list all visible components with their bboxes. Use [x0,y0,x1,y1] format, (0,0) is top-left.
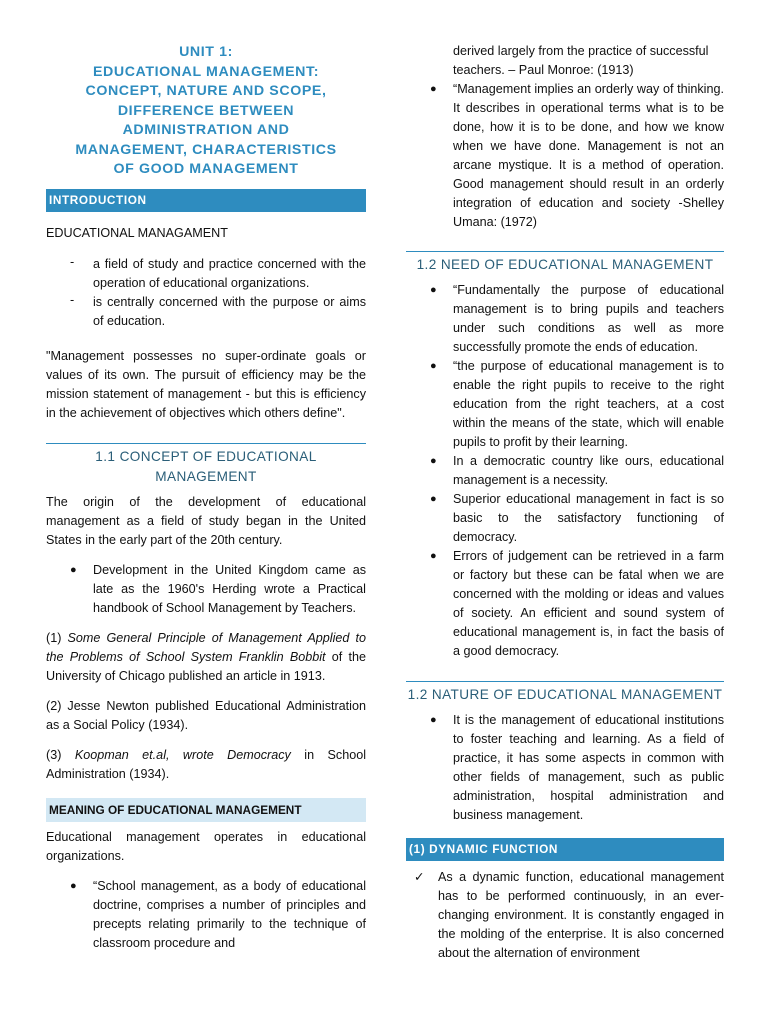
origin-paragraph: The origin of the development of educational management as a field of study began in the United States in the early part of the 20th century. [46,494,366,547]
title-line: OF GOOD MANAGEMENT [113,161,299,177]
unit-title [46,43,366,180]
title-line: ADMINISTRATION AND [122,122,290,138]
title-line: EDUCATIONAL MANAGEMENT: [92,63,320,80]
need-list [406,281,724,661]
list-item: ● “School management, as a body of educational doctrine, comprises a number of principles and precepts relating primarily to the technique of classroom procedure and [46,877,366,953]
management-quote: "Management possesses no super-ordinate goals or values of its own. The pursuit of efficiency may be the mission statement of management - but this is efficiency in the achievement of objectives which others define". [46,348,366,420]
list-item: ● Errors of judgement can be retrieved in a farm or factory but these can be fatal when we are concerned with the molding or ideas and values of society. An efficient and sound system of educational management is, in fact the basis of a good democracy. [406,547,724,661]
bullet-marker: ● [430,455,437,467]
dash-marker: - [70,254,75,269]
bullet-marker: ● [430,493,437,505]
reference-1: (1) Some General Principle of Management Applied to the Problems of School System Franklin Bobbit of the University of Chicago published an article in 1913. [46,630,366,683]
left-column [46,0,366,953]
dash-marker: - [70,292,75,307]
introduction-banner: INTRODUCTION [46,189,366,212]
bullet-marker: ● [430,284,437,296]
list-item: ✓ As a dynamic function, educational management has to be performed continuously, in an ever-changing environment. It is constantly engaged in the molding of the enterprise. It is also concerned about the alternation of environment [406,868,724,963]
list-item: ● Development in the United Kingdom came as late as the 1960's Herding wrote a Practical handbook of School Management by Teachers. [46,561,366,618]
bullet-marker: ● [70,879,77,892]
title-line: MANAGEMENT, CHARACTERISTICS [75,141,337,158]
list-item: ● Superior educational management in fact is so basic to the satisfactory functioning of democracy. [406,490,724,547]
dynamic-function-banner: (1) DYNAMIC FUNCTION [406,838,724,861]
nature-heading: 1.2 NATURE OF EDUCATIONAL MANAGEMENT [406,681,724,705]
bullet-marker: ● [430,360,437,372]
bullet-marker: ● [430,714,437,726]
definition-list [46,255,366,331]
list-item: ● “the purpose of educational management is to enable the right pupils to receive to the right education from the right teachers, at a cost within the means of the state, which will enable pupils to profit by their learning. [406,357,724,452]
concept-heading: 1.1 CONCEPT OF EDUCATIONAL MANAGEMENT [46,443,366,487]
title-line: CONCEPT, NATURE AND SCOPE, [85,83,327,99]
bullet-marker: ● [70,563,77,576]
reference-2: (2) Jesse Newton published Educational Administration as a Social Policy (1934). [46,698,366,732]
reference-3: (3) Koopman et.al, wrote Democracy in School Administration (1934). [46,747,367,781]
list-item: - a field of study and practice concerned with the operation of educational organizations. [46,255,366,293]
list-item: ● It is the management of educational institutions to foster teaching and learning. As a field of practice, it has some aspects in common with other fields of management, such as public administration, hospital administration and business management. [406,711,724,825]
continued-text: derived largely from the practice of successful teachers. – Paul Monroe: (1913) [453,44,709,77]
bullet-marker: ● [430,83,437,95]
list-item: ● In a democratic country like ours, educational management is a necessity. [406,452,724,490]
need-heading: 1.2 NEED OF EDUCATIONAL MANAGEMENT [406,251,724,275]
title-line: UNIT 1: [179,44,233,60]
bullet-marker: ● [430,550,437,562]
title-line: DIFFERENCE BETWEEN [117,102,295,119]
list-item: ● “Management implies an orderly way of thinking. It describes in operational terms what is to be done, how it is to be done, and how we know when we have done. Management is not an arcane mystique. It is a method of operation. Good management should result in an orderly integration of education and society -Shelley Umana: (1972) [406,80,724,232]
list-item: ● “Fundamentally the purpose of educational management is to bring pupils and teachers under such conditions as well as more successfully promote the ends of education. [406,281,724,357]
meaning-paragraph: Educational management operates in educational organizations. [46,829,366,863]
list-item: - is centrally concerned with the purpose or aims of education. [46,293,366,331]
checkmark-icon: ✓ [414,870,425,884]
educational-management-heading: EDUCATIONAL MANAGAMENT [46,225,228,240]
right-column [406,0,724,963]
meaning-banner: MEANING OF EDUCATIONAL MANAGEMENT [46,798,366,822]
